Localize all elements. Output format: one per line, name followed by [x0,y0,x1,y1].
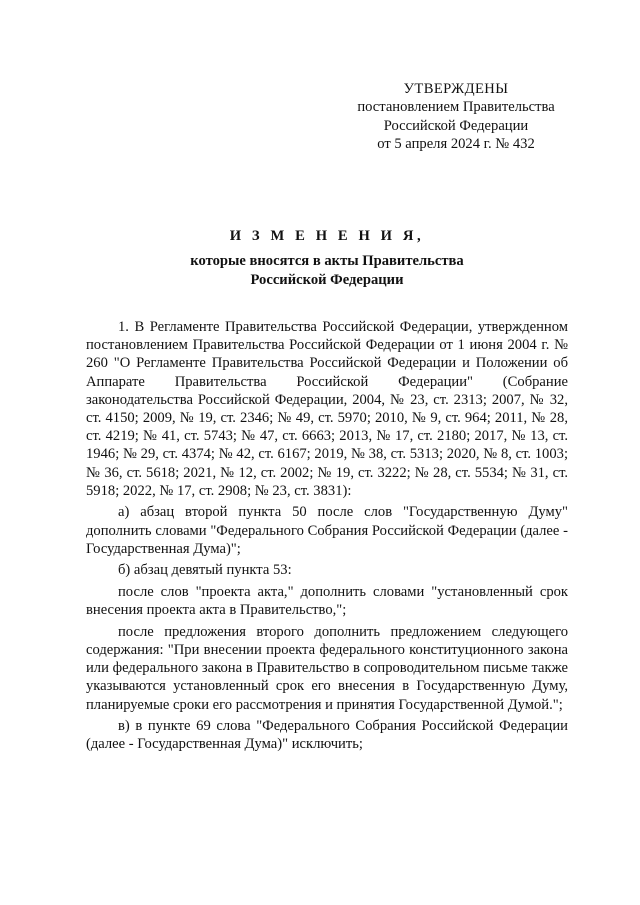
document-body [86,318,568,754]
approval-line: постановлением Правительства [357,99,555,116]
subtitle-line: которые вносятся в акты Правительства [190,253,464,269]
document-heading [86,226,568,290]
paragraph-subitem-b-change-2: после предложения второго дополнить предложением следующего содержания: "При внесении проекта федерального конституционного закона или федерального закона в Правительство в сопроводительном письме также указываются установленный срок его внесения в Государственную Думу, планируемые сроки его рассмотрения и принятия Государственной Думой."; [86,623,568,713]
approval-date: от 5 апреля 2024 г. № 432 [377,135,535,152]
paragraph-item-1: 1. В Регламенте Правительства Российской Федерации, утвержденном постановлением Правительства Российской Федерации от 1 июня 2004 г. № 260 "О Регламенте Правительства Российской Федерации и Положении об Аппарате Правительства Российской Федерации" (Собрание законодательства Российской Федерации, 2004, № 23, ст. 2313; 2007, № 32, ст. 4150; 2009, № 19, ст. 2346; № 49, ст. 5970; 2010, № 9, ст. 964; 2011, № 28, ст. 4219; № 41, ст. 5743; № 47, ст. 6663; 2013, № 17, ст. 2180; 2017, № 13, ст. 1946; № 29, ст. 4374; № 42, ст. 6167; 2019, № 38, ст. 5313; 2020, № 8, ст. 1003; № 36, ст. 5618; 2021, № 12, ст. 2002; № 19, ст. 3222; № 28, ст. 5534; № 31, ст. 5918; 2022, № 17, ст. 2908; № 23, ст. 3831): [86,319,568,499]
document-title: И З М Е Н Е Н И Я, [229,228,425,244]
paragraph-subitem-a: а) абзац второй пункта 50 после слов "Государственную Думу" дополнить словами "Федерального Собрания Российской Федерации (далее - Государственная Дума)"; [86,504,568,557]
subtitle-line: Российской Федерации [250,272,404,288]
approval-title: УТВЕРЖДЕНЫ [403,81,509,97]
document-subtitle [86,252,568,290]
paragraph-subitem-v: в) в пункте 69 слова "Федерального Собрания Российской Федерации (далее - Государственная Дума)" исключить; [86,718,568,753]
approval-line: Российской Федерации [383,117,529,134]
approval-stamp [330,80,582,153]
paragraph-subitem-b: б) абзац девятый пункта 53: [118,562,292,579]
paragraph-subitem-b-change-1: после слов "проекта акта," дополнить словами "установленный срок внесения проекта акта в Правительство,"; [86,584,568,619]
